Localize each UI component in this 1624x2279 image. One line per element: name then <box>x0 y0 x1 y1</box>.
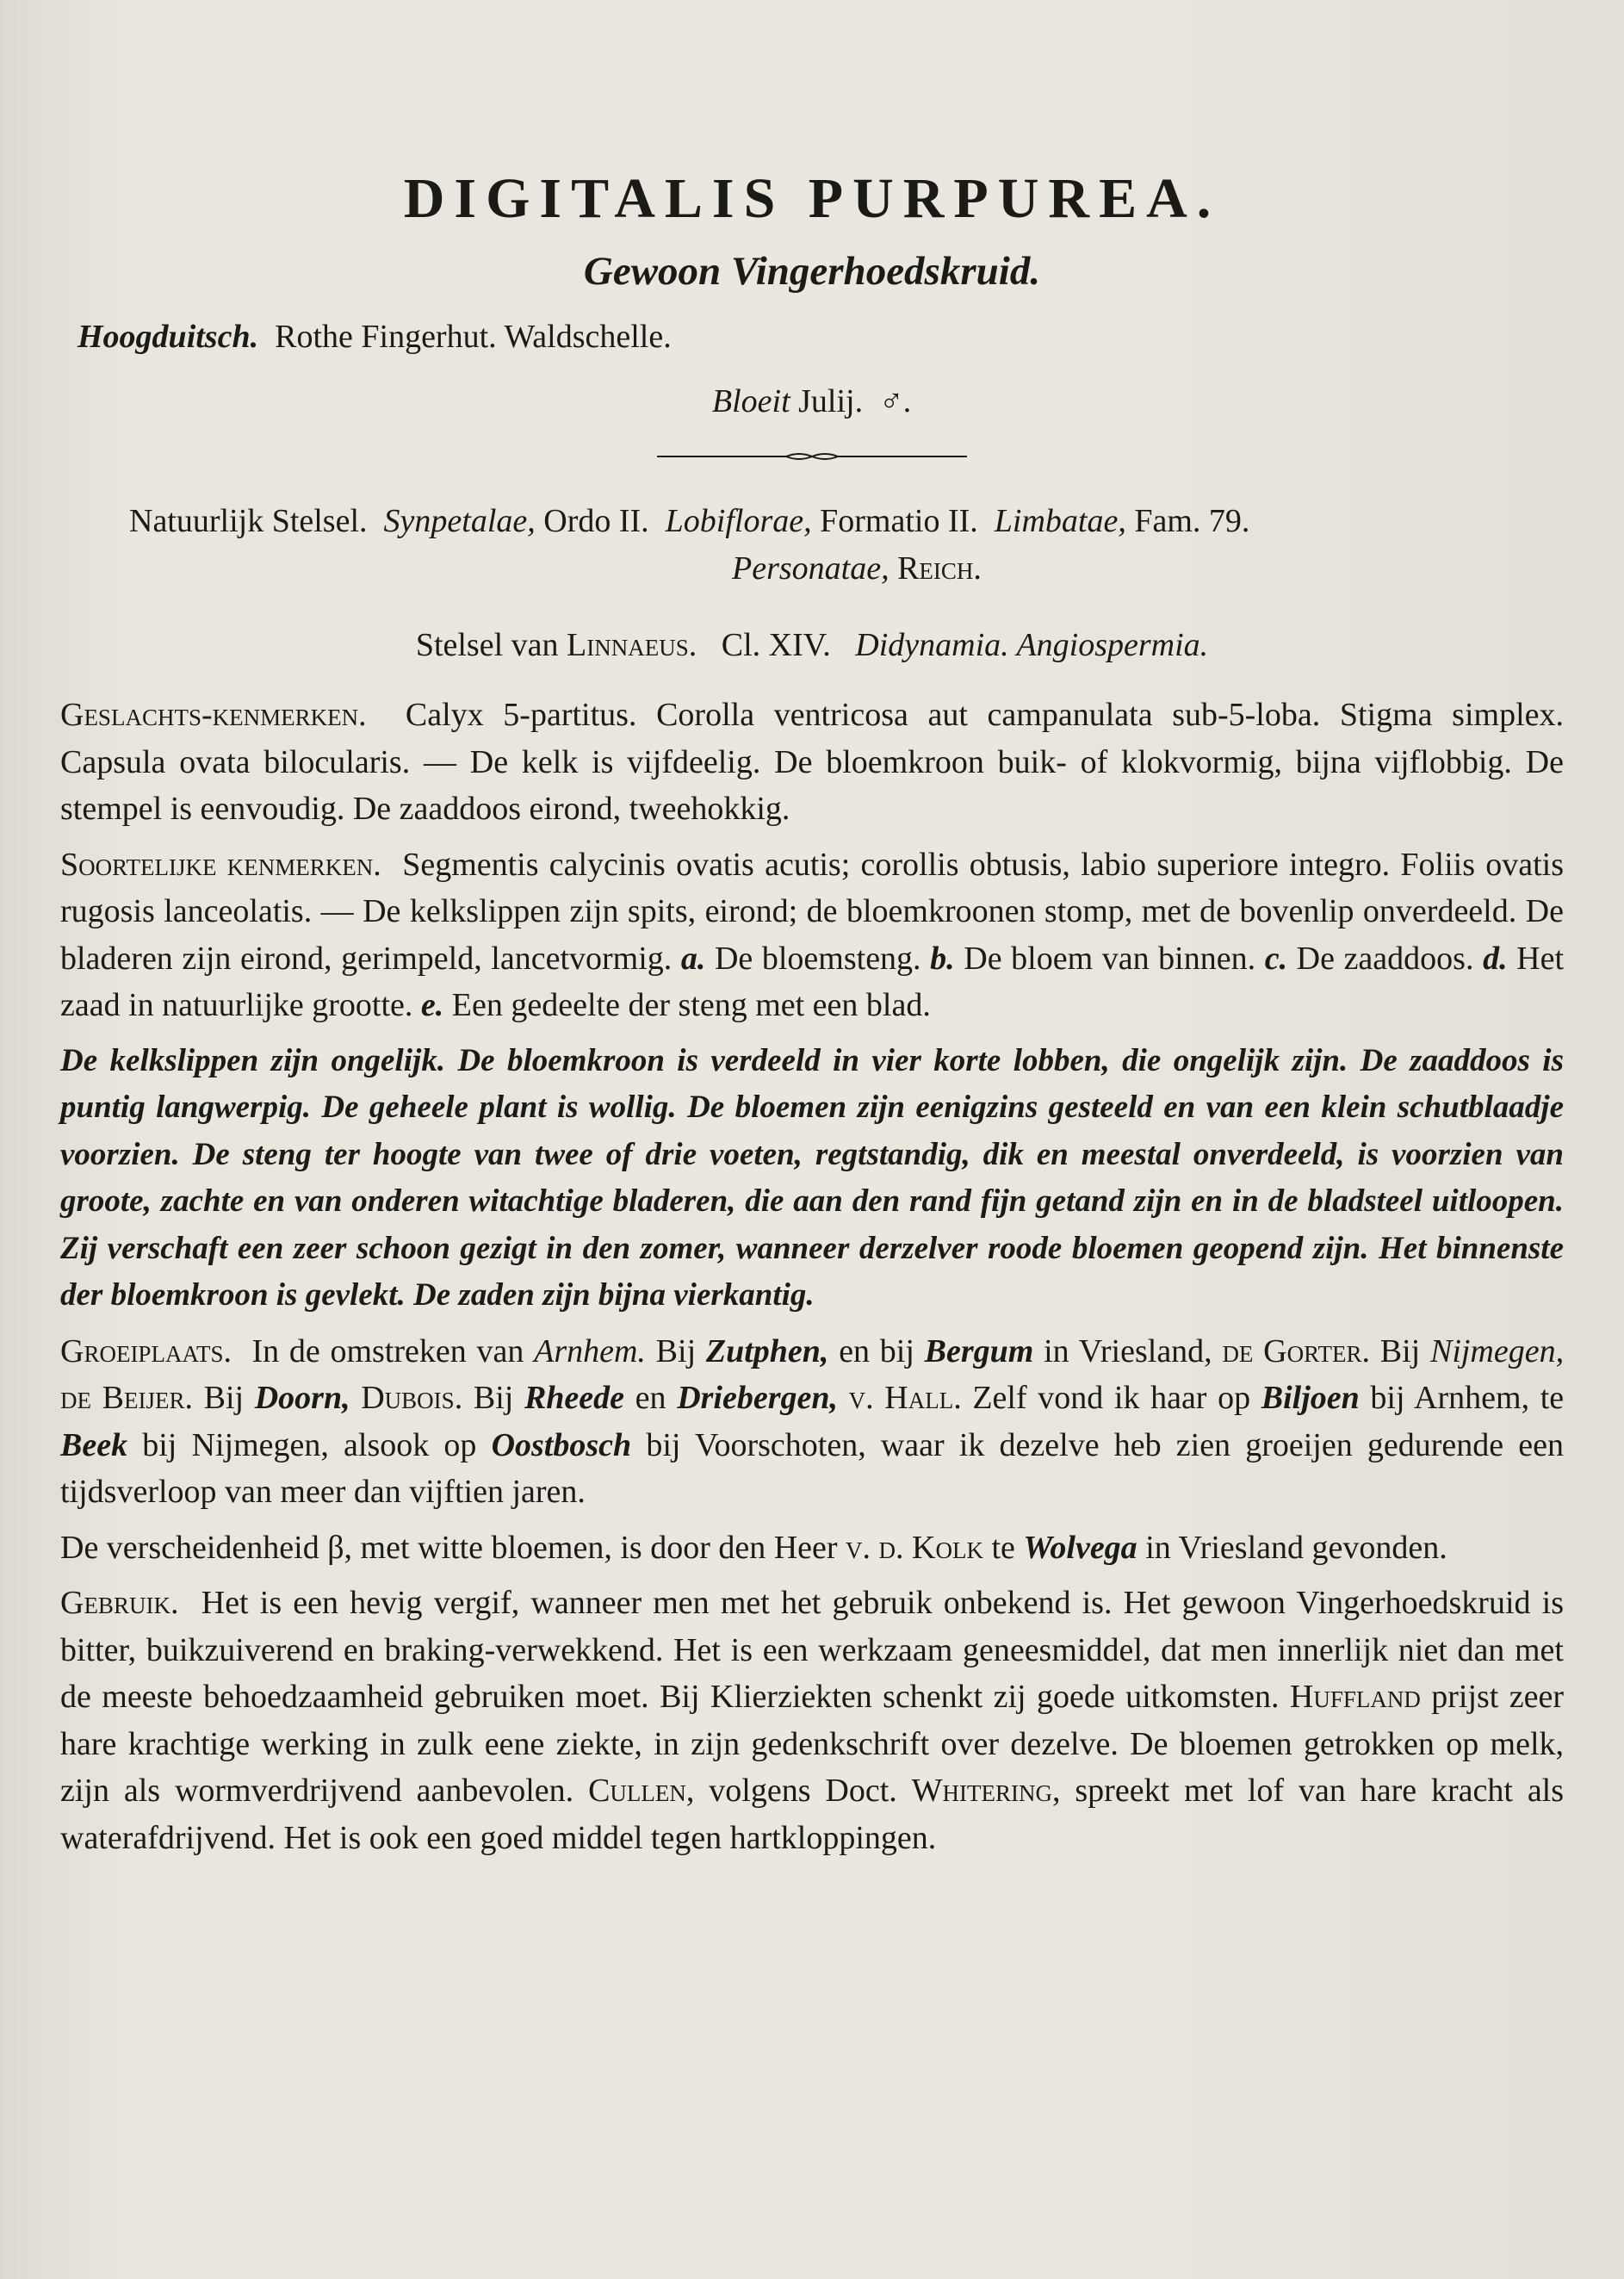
groeiplaats-text: Zelf vond ik haar op <box>972 1380 1251 1417</box>
soortelijke-text: Segmentis calycinis ovatis acutis; corollis obtusis, labio superiore integro. Foliis ovatis rugosis lanceolatis. — De kelkslippen zijn spits, eirond; de bloemkroonen stomp, met de bovenlip onverdeeld. De bladeren zijn eirond, gerimpeld, lancetvormig. <box>60 846 1564 977</box>
place-biljoen: Biljoen <box>1261 1380 1360 1417</box>
groeiplaats-label: Groeiplaats. <box>60 1332 232 1369</box>
groeiplaats-text: bij Nijmegen, alsook op <box>142 1426 477 1463</box>
ornamental-divider <box>657 450 967 463</box>
geslachts-kenmerken <box>60 692 1564 833</box>
place-nijmegen: Nijmegen, <box>1429 1332 1565 1369</box>
figure-key-a: a. <box>680 940 706 977</box>
linnaeus-label: Stelsel van <box>415 626 559 663</box>
stelsel-formatio: Formatio II. <box>820 502 978 539</box>
groeiplaats-text: Bij <box>203 1380 245 1417</box>
page-title: DIGITALIS PURPUREA. <box>403 167 1221 230</box>
groeiplaats-text: Bij <box>1379 1332 1421 1369</box>
groeiplaats-text: In de omstreken van <box>251 1332 524 1369</box>
figure-key-e: e. <box>420 987 444 1024</box>
stelsel-label: Natuurlijk Stelsel. <box>129 502 368 539</box>
hoogduitsch-label: Hoogduitsch. <box>77 318 259 355</box>
author-v-d-kolk: v. d. Kolk <box>846 1529 983 1566</box>
figure-key-c-text: De zaaddoos. <box>1296 940 1474 977</box>
groeiplaats <box>60 1328 1564 1516</box>
place-doorn: Doorn, <box>254 1380 350 1417</box>
author-de-beijer: de Beijer. <box>60 1380 193 1417</box>
hoogduitsch-names: Rothe Fingerhut. Waldschelle. <box>275 318 672 355</box>
author-cullen: Cullen, <box>588 1773 695 1810</box>
bloeit-label: Bloeit <box>711 382 790 419</box>
page-subtitle: Gewoon Vingerhoedskruid. <box>583 248 1041 294</box>
place-zutphen: Zutphen, <box>705 1332 829 1369</box>
figure-key-d-text: Het zaad in natuurlijke grootte. <box>60 940 1565 1024</box>
groeiplaats-text: Bij <box>473 1380 514 1417</box>
verscheidenheid-text: De verscheidenheid β, met witte bloemen, is door den Heer <box>60 1529 838 1566</box>
geslachts-label: Geslachts-kenmerken. <box>60 697 367 734</box>
groeiplaats-text: en bij <box>839 1332 914 1369</box>
stelsel-lobiflorae: Lobiflorae, <box>665 502 812 539</box>
bloeit-month: Julij. <box>798 382 864 419</box>
verscheidenheid <box>60 1525 1564 1572</box>
groeiplaats-text: bij Arnhem, te <box>1370 1380 1565 1417</box>
linnaeus-name: Linnaeus. <box>567 626 697 663</box>
stelsel-linnaeus <box>60 622 1564 669</box>
figure-key-d: d. <box>1483 940 1508 977</box>
gebruik-label: Gebruik. <box>60 1585 179 1622</box>
place-bergum: Bergum <box>924 1332 1034 1369</box>
linnaeus-class: Cl. XIV. <box>721 626 831 663</box>
natuurlijk-stelsel <box>129 498 1564 593</box>
groeiplaats-text: in Vriesland, <box>1044 1332 1212 1369</box>
figure-key-a-text: De bloemsteng. <box>714 940 921 977</box>
author-dubois: Dubois. <box>361 1380 463 1417</box>
stelsel-ordo: Ordo II. <box>543 502 649 539</box>
groeiplaats-text: en <box>635 1380 666 1417</box>
stelsel-synpetalae: Synpetalae, <box>383 502 536 539</box>
groeiplaats-text: bij Voorschoten, waar ik dezelve heb zien groeijen gedurende een tijdsverloop van meer dan vijftien jaren. <box>60 1426 1565 1511</box>
beschrijving-paragraph: De kelkslippen zijn ongelijk. De bloemkroon is verdeeld in vier korte lobben, die ongelijk zijn. De zaaddoos is puntig langwerpig. De geheele plant is wollig. De bloemen zijn eenigzins gesteeld en van een klein schutblaadje voorzien. De steng ter hoogte van twee of drie voeten, regtstandig, dik en meestal onverdeeld, is voorzien van groote, zachte en van onderen witachtige bladeren, die aan den rand fijn getand zijn en in de bladsteel uitloopen. Zij verschaft een zeer schoon gezigt in den zomer, wanneer derzelver roode bloemen geopend zijn. Het binnenste der bloemkroon is gevlekt. De zaden zijn bijna vierkantig. <box>60 1042 1564 1313</box>
perennial-symbol: ♂. <box>879 382 913 419</box>
place-rheede: Rheede <box>524 1380 625 1417</box>
bloeit-line <box>60 378 1564 425</box>
author-whitering: Whitering, <box>911 1773 1061 1810</box>
stelsel-reich: Reich. <box>897 550 982 587</box>
linnaeus-order: Didynamia. Angiospermia. <box>855 626 1209 663</box>
groeiplaats-text: Bij <box>655 1332 697 1369</box>
place-wolvega: Wolvega <box>1023 1529 1137 1566</box>
verscheidenheid-text: te <box>991 1529 1015 1566</box>
hoogduitsch-line <box>77 314 1564 361</box>
place-oostbosch: Oostbosch <box>491 1426 632 1463</box>
gebruik-text: Het is een hevig vergif, wanneer men met het gebruik onbekend is. Het gewoon Vingerhoedskruid is bitter, buikzuiverend en braking-verwekkend. Het is een werkzaam geneesmiddel, dat men innerlijk niet dan met de meeste behoedzaamheid gebruiken moet. Bij Klierziekten schenkt zij goede uitkomsten. <box>60 1585 1564 1716</box>
place-driebergen: Driebergen, <box>677 1380 838 1417</box>
gebruik-text: prijst zeer hare krachtige werking in zulk eene ziekte, in zijn gedenkschrift over dezelve. De bloemen getrokken op melk, zijn als wormverdrijvend aanbevolen. <box>60 1679 1565 1810</box>
gebruik-text: volgens Doct. <box>709 1773 897 1810</box>
stelsel-personatae: Personatae, <box>732 550 889 587</box>
author-de-gorter: de Gorter. <box>1222 1332 1370 1369</box>
soortelijke-label: Soortelijke kenmerken. <box>60 846 381 883</box>
geslachts-text: Calyx 5-partitus. Corolla ventricosa aut campanulata sub-5-loba. Stigma simplex. Capsula ovata bilocularis. — De kelk is vijfdeelig. De bloemkroon buik- of klokvormig, bijna vijflobbig. De stempel is eenvoudig. De zaaddoos eirond, tweehokkig. <box>60 697 1564 828</box>
author-v-hall: v. Hall. <box>848 1380 962 1417</box>
stelsel-fam: Fam. 79. <box>1134 502 1250 539</box>
gebruik-text: spreekt met lof van hare kracht als waterafdrijvend. Het is ook een goed middel tegen hartkloppingen. <box>60 1773 1565 1856</box>
figure-key-b-text: De bloem van binnen. <box>964 940 1256 977</box>
author-huffland: Huffland <box>1289 1679 1421 1716</box>
place-beek: Beek <box>60 1426 128 1463</box>
figure-key-c: c. <box>1264 940 1288 977</box>
figure-key-e-text: Een gedeelte der steng met een blad. <box>451 987 931 1024</box>
verscheidenheid-text: in Vriesland gevonden. <box>1145 1529 1447 1566</box>
figure-key-b: b. <box>930 940 955 977</box>
gebruik <box>60 1580 1564 1861</box>
soortelijke-kenmerken <box>60 841 1564 1029</box>
place-arnhem: Arnhem. <box>534 1332 646 1369</box>
stelsel-limbatae: Limbatae, <box>994 502 1126 539</box>
